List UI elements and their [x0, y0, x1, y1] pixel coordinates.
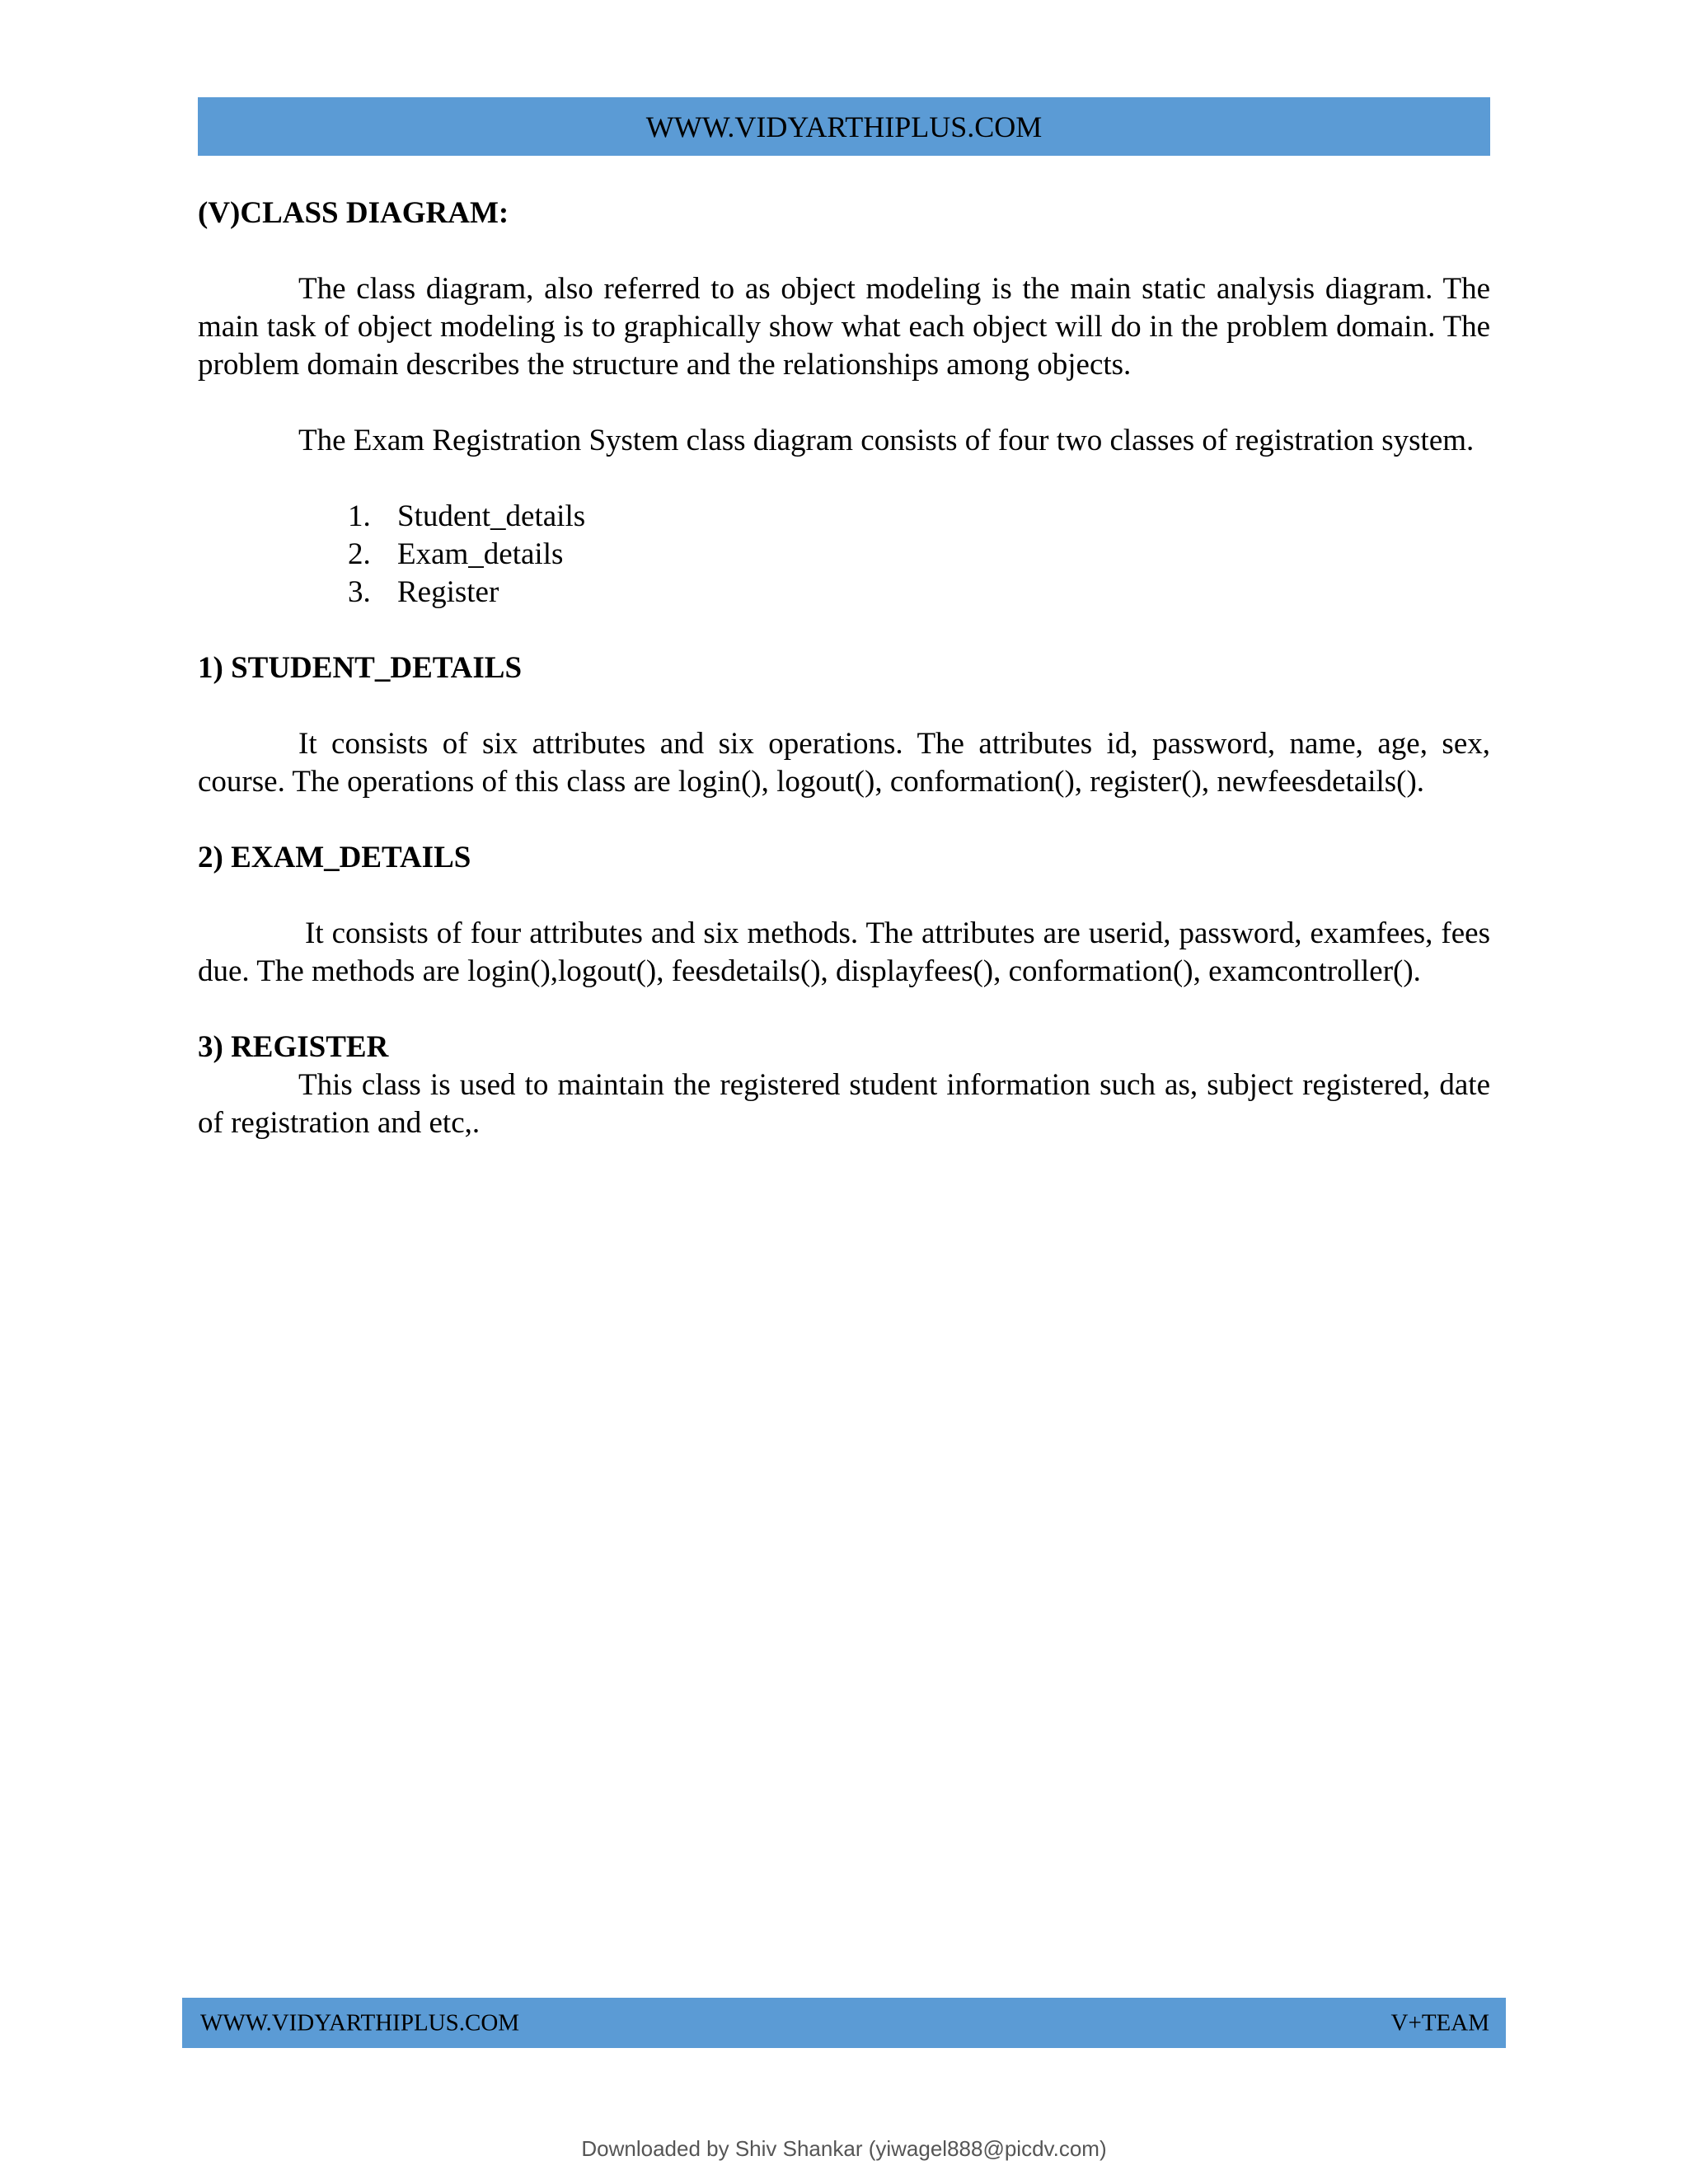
document-body	[198, 194, 1490, 1142]
list-item-label: Student_details	[397, 499, 586, 533]
class-list	[198, 498, 1490, 612]
section-text-student-details: It consists of six attributes and six operations. The attributes id, password, name, age, sex, course. The operations of this class are login(), logout(), conformation(), register(), newfeesdetails().	[198, 727, 1490, 799]
list-item	[198, 498, 1490, 536]
page-title: (V)CLASS DIAGRAM:	[198, 196, 509, 230]
list-item-number: 1.	[348, 499, 371, 533]
intro-paragraph-1: The class diagram, also referred to as object modeling is the main static analysis diagram. The main task of object modeling is to graphically show what each object will do in the problem domain. The problem domain describes the structure and the relationships among objects.	[198, 272, 1490, 382]
list-item-label: Exam_details	[397, 537, 564, 571]
list-item-label: Register	[397, 575, 499, 609]
list-item-number: 3.	[348, 575, 371, 609]
list-item	[198, 574, 1490, 612]
header-site-text: WWW.VIDYARTHIPLUS.COM	[645, 110, 1043, 143]
header-bar	[198, 97, 1490, 156]
section-heading-exam-details: 2) EXAM_DETAILS	[198, 841, 471, 874]
footer-site-text: WWW.VIDYARTHIPLUS.COM	[200, 2009, 520, 2036]
list-item	[198, 536, 1490, 574]
section-heading-register: 3) REGISTER	[198, 1030, 389, 1064]
section-text-register: This class is used to maintain the registered student information such as, subject registered, date of registration and etc,.	[198, 1068, 1490, 1140]
section-heading-student-details: 1) STUDENT_DETAILS	[198, 651, 523, 685]
download-note: Downloaded by Shiv Shankar (yiwagel888@picdv.com)	[581, 2136, 1107, 2161]
footer-team-text: V+TEAM	[1390, 2009, 1489, 2036]
section-text-exam-details: It consists of four attributes and six methods. The attributes are userid, password, examfees, fees due. The methods are login(),logout(), feesdetails(), displayfees(), conformation(), examcontroller().	[198, 916, 1490, 988]
intro-paragraph-2: The Exam Registration System class diagram consists of four two classes of registration system.	[298, 424, 1475, 457]
footer-bar	[182, 1998, 1506, 2048]
list-item-number: 2.	[348, 537, 371, 571]
